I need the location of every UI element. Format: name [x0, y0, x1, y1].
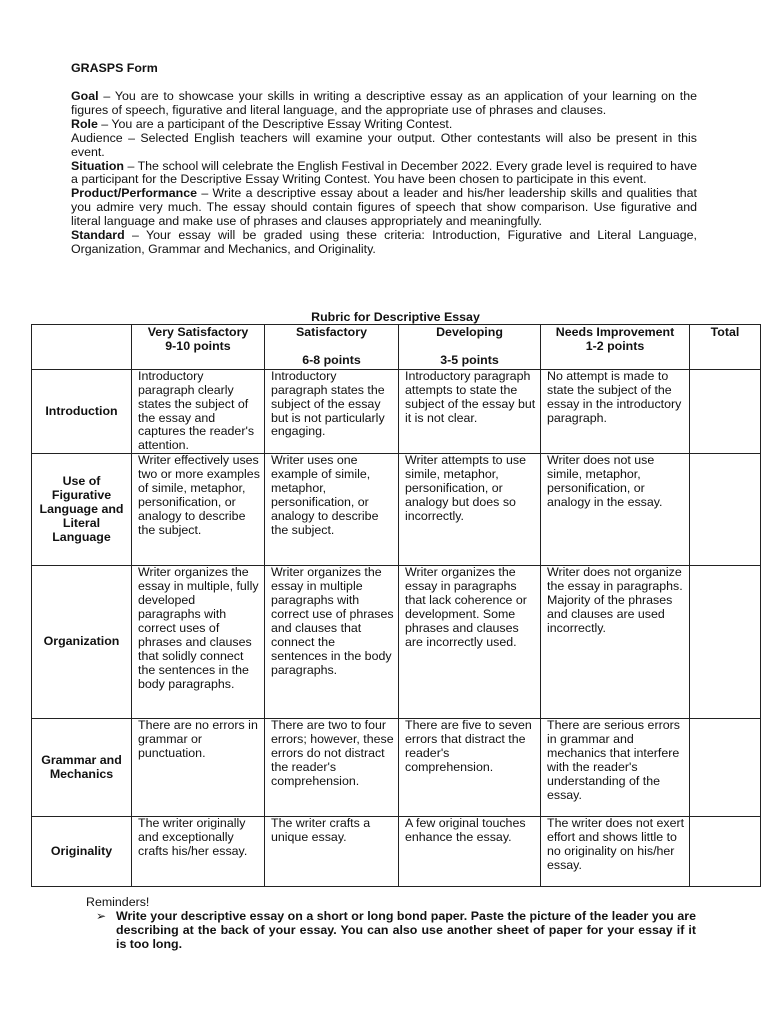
total-cell [690, 719, 761, 817]
product-label: Product/Performance [71, 186, 198, 201]
total-cell [690, 566, 761, 719]
criterion-originality: Originality [32, 817, 132, 887]
standard-label: Standard [71, 228, 125, 243]
rubric-cell: There are two to four errors; however, these errors do not distract the reader's comprehension. [265, 719, 399, 817]
header-label: Needs Improvement [555, 325, 675, 339]
header-label: Very Satisfactory [147, 325, 249, 339]
criterion-figurative-language: Use of Figurative Language and Literal Language [32, 454, 132, 566]
criterion-introduction: Introduction [32, 369, 132, 453]
situation-text: – The school will celebrate the English Festival in December 2022. Every grade level is required to have a participant for the Descriptive Essay Writing Contest. You have been chosen to participate in this event. [71, 158, 697, 187]
reminders-heading: Reminders! [86, 895, 150, 909]
role-text: – You are a participant of the Descriptive Essay Writing Contest. [97, 116, 453, 131]
header-points: 9-10 points [165, 338, 231, 353]
rubric-cell: The writer does not exert effort and shows little to no originality on his/her essay. [541, 817, 690, 887]
grasps-form [71, 60, 697, 257]
total-cell [690, 369, 761, 453]
rubric-cell: There are no errors in grammar or punctuation. [132, 719, 265, 817]
table-row [32, 566, 761, 719]
rubric-cell: Writer organizes the essay in multiple paragraphs with correct use of phrases and clauses that connect the sentences in the body paragraphs. [265, 566, 399, 719]
header-needs-improvement [541, 325, 690, 370]
role-label: Role [71, 116, 98, 131]
total-cell [690, 817, 761, 887]
rubric-table [31, 324, 761, 887]
header-label: Satisfactory [296, 325, 367, 339]
total-cell [690, 454, 761, 566]
rubric-cell: There are five to seven errors that distract the reader's comprehension. [399, 719, 541, 817]
role-paragraph [71, 118, 697, 132]
table-row [32, 719, 761, 817]
rubric-cell: Writer attempts to use simile, metaphor, personification, or analogy but does so incorrectly. [399, 454, 541, 566]
reminder-item [96, 909, 696, 951]
goal-text: – You are to showcase your skills in writing a descriptive essay as an application of your learning on the figures of speech, figurative and literal language, and the appropriate use of phrases and clauses. [71, 89, 697, 117]
situation-paragraph [71, 160, 697, 188]
audience-text: Audience – Selected English teachers will examine your output. Other contestants will also be present in this event. [71, 130, 697, 159]
reminder-text: Write your descriptive essay on a short or long bond paper. Paste the picture of the leader you are describing at the back of your essay. You can also use another sheet of paper for your essay if it is too long. [116, 909, 696, 951]
header-satisfactory [265, 325, 399, 370]
product-text: – Write a descriptive essay about a leader and his/her leadership skills and qualities that you admire very much. The essay should contain figures of speech that show comparison. Use figurative and literal language and make use of phrases and clauses appropriately and meaningfully. [71, 186, 697, 229]
rubric-cell: Introductory paragraph states the subject of the essay but is not particularly engaging. [265, 369, 399, 453]
rubric-cell: Writer does not organize the essay in paragraphs. Majority of the phrases and clauses are used incorrectly. [541, 566, 690, 719]
header-total [690, 325, 761, 370]
rubric-cell: Writer uses one example of simile, metaphor, personification, or analogy to describe the subject. [265, 454, 399, 566]
spacer [71, 76, 697, 90]
form-title: GRASPS Form [71, 61, 158, 75]
rubric-cell: The writer crafts a unique essay. [265, 817, 399, 887]
header-developing [399, 325, 541, 370]
rubric-cell: A few original touches enhance the essay. [399, 817, 541, 887]
rubric-cell: There are serious errors in grammar and mechanics that interfere with the reader's understanding of the essay. [541, 719, 690, 817]
header-points: 6-8 points [302, 352, 361, 367]
rubric-cell: The writer originally and exceptionally crafts his/her essay. [132, 817, 265, 887]
standard-paragraph [71, 229, 697, 257]
standard-text: – Your essay will be graded using these criteria: Introduction, Figurative and Literal Language, Organization, Grammar and Mechanics, and Originality. [71, 228, 697, 256]
header-points: 1-2 points [585, 338, 645, 353]
header-criteria [32, 325, 132, 370]
rubric-cell: Introductory paragraph clearly states the subject of the essay and captures the reader's attention. [132, 369, 265, 453]
rubric-cell: Writer organizes the essay in paragraphs that lack coherence or development. Some phrases and clauses are incorrectly used. [399, 566, 541, 719]
rubric-cell: Writer does not use simile, metaphor, personification, or analogy in the essay. [541, 454, 690, 566]
header-label: Total [710, 325, 740, 339]
rubric-cell: Introductory paragraph attempts to state the subject of the essay but it is not clear. [399, 369, 541, 453]
rubric-cell: Writer organizes the essay in multiple, fully developed paragraphs with correct uses of phrases and clauses that solidly connect the sentences in the body paragraphs. [132, 566, 265, 719]
table-row [32, 454, 761, 566]
rubric-cell: Writer effectively uses two or more examples of simile, metaphor, personification, or analogy to describe the subject. [132, 454, 265, 566]
arrow-bullet-icon: ➢ [96, 909, 107, 923]
header-very-satisfactory [132, 325, 265, 370]
header-points: 3-5 points [440, 352, 499, 367]
situation-label: Situation [71, 158, 124, 173]
rubric-header-row [32, 325, 761, 370]
header-label: Developing [436, 325, 503, 339]
rubric-cell: No attempt is made to state the subject of the essay in the introductory paragraph. [541, 369, 690, 453]
goal-paragraph [71, 90, 697, 118]
audience-paragraph [71, 132, 697, 160]
product-paragraph [71, 187, 697, 229]
table-row [32, 817, 761, 887]
goal-label: Goal [71, 89, 99, 103]
table-row [32, 369, 761, 453]
criterion-grammar-mechanics: Grammar and Mechanics [32, 719, 132, 817]
rubric-title: Rubric for Descriptive Essay [311, 310, 480, 324]
criterion-organization: Organization [32, 566, 132, 719]
